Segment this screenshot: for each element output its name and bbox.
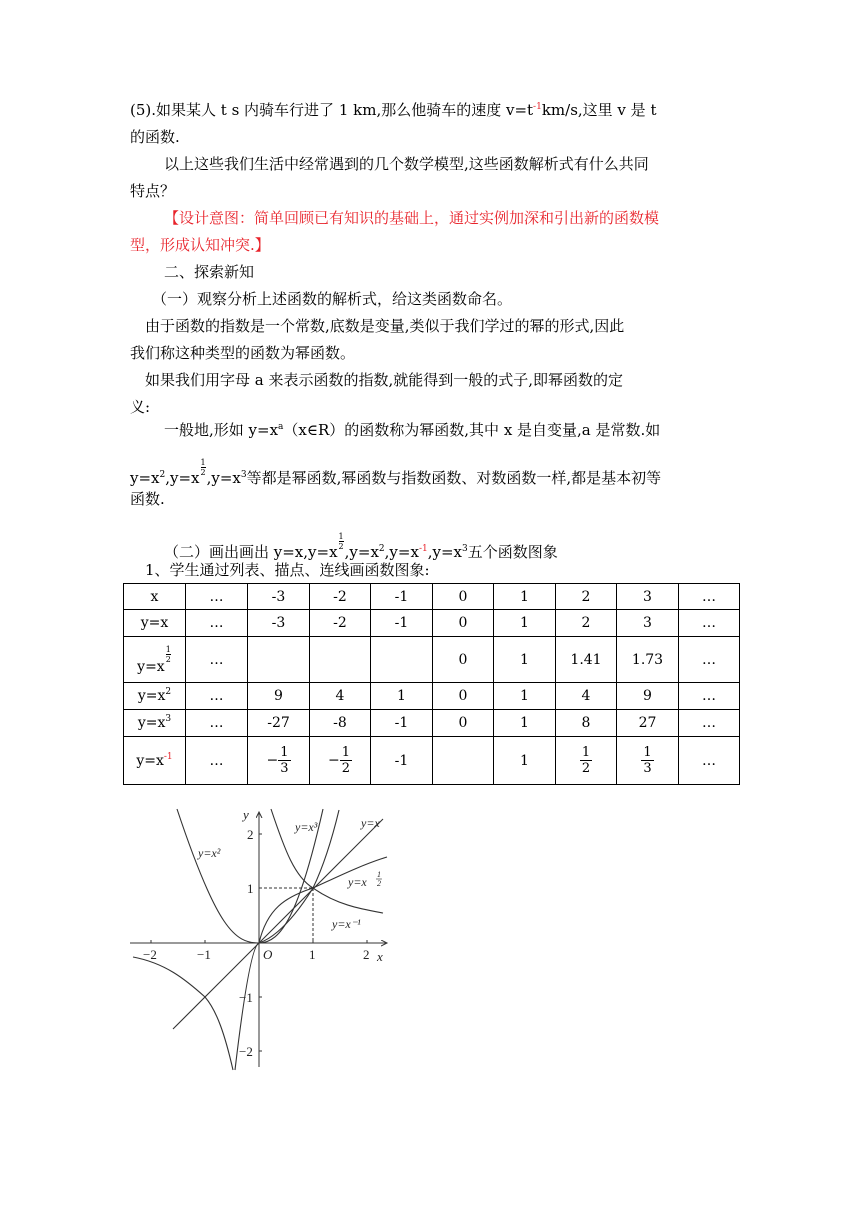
table-cell: … <box>186 584 248 610</box>
table-cell: 1 <box>494 584 556 610</box>
table-cell: 0 <box>433 710 494 737</box>
table-cell: -1 <box>371 584 433 610</box>
table-row-y-sqrt <box>124 637 740 683</box>
row-label: $y=x^2$ <box>124 683 186 710</box>
table-cell: … <box>186 637 248 683</box>
exponent-half: $\frac{1}{2}$ <box>200 458 206 477</box>
definition-text: 一般地,形如 $y=x^a(x\in R)$的函数称为幂函数,其中 x 是自变量,a 是常数.如 <box>164 421 661 439</box>
table-cell: x <box>124 584 186 610</box>
table-cell: 0 <box>433 637 494 683</box>
step-1: 1、学生通过列表、描点、连线画函数图象: <box>145 561 430 579</box>
table-cell: … <box>186 610 248 637</box>
table-cell: -27 <box>248 710 310 737</box>
table-cell: 1 <box>494 737 556 785</box>
tick-label: 1 <box>309 947 316 962</box>
table-cell: -8 <box>310 710 371 737</box>
origin-label: O <box>263 947 273 962</box>
table-cell: 8 <box>556 710 617 737</box>
question-paragraph-cont: 特点？ <box>130 182 176 200</box>
table-cell: -2 <box>310 584 371 610</box>
design-intent: 【设计意图：简单回顾已有知识的基础上，通过实例加深和引出新的函数模 <box>164 209 660 227</box>
design-intent-cont: 型，形成认知冲突.】 <box>130 236 270 254</box>
tick-label: −2 <box>239 1044 253 1059</box>
label-y-x-half: y=x <box>348 875 367 889</box>
table-cell: … <box>679 584 740 610</box>
tick-label: 2 <box>363 947 370 962</box>
cell-third: $\frac{1}{3}$ <box>617 737 679 785</box>
question-paragraph: 以上这些我们生活中经常遇到的几个数学模型,这些函数解析式有什么共同 <box>164 155 649 173</box>
y-axis-label: y <box>243 807 249 822</box>
paragraph-definition-intro-cont: 义: <box>130 398 151 416</box>
paragraph-definition-intro: 如果我们用字母 a 来表示函数的指数,就能得到一般的式子,即幂函数的定 <box>145 371 624 389</box>
table-cell: y=x <box>124 610 186 637</box>
table-cell: 0 <box>433 683 494 710</box>
table-row-x <box>124 584 740 610</box>
label-y-x-half-den: 2 <box>377 879 381 888</box>
table-cell: 1.41 <box>556 637 617 683</box>
table-cell: 9 <box>248 683 310 710</box>
exponent-half: $\frac{1}{2}$ <box>338 532 344 551</box>
curve-y-x3 <box>235 810 339 1070</box>
table-cell: 1 <box>494 637 556 683</box>
subsection-2: （二）画出画出 y=x,y=x $\frac{1}{2}$ $,y=x^2,y=x^{-1},y=x^3$五个函数图象 <box>164 532 558 561</box>
table-cell: … <box>679 683 740 710</box>
row-label: y=x $\frac{1}{2}$ <box>124 637 186 683</box>
table-cell: 2 <box>556 584 617 610</box>
table-row-y-x <box>124 610 740 637</box>
table-cell: 1 <box>494 683 556 710</box>
tick-label: −1 <box>197 947 211 962</box>
table-cell: -1 <box>371 737 433 785</box>
tick-label: 2 <box>247 827 254 842</box>
table-cell: … <box>679 710 740 737</box>
cell-neg-third: − $\frac{1}{3}$ <box>248 737 310 785</box>
table-cell: 1 <box>371 683 433 710</box>
section-heading: 二、探索新知 <box>164 263 255 281</box>
table-cell: -1 <box>371 710 433 737</box>
table-cell: … <box>679 610 740 637</box>
cell-neg-half: − $\frac{1}{2}$ <box>310 737 371 785</box>
table-row-y-inverse <box>124 737 740 785</box>
definition-examples: $y=x^2,y=x$ $\frac{1}{2}$ $,y=x^3$等都是幂函数,幂函数与指数函数、对数函数一样,都是基本初等 <box>130 458 662 487</box>
paragraph-5: (5).如果某人 t s 内骑车行进了 1 km,那么他骑车的速度 $v=t^{-1}km/s$,这里 v 是 t <box>130 101 657 119</box>
tick-label: −2 <box>143 947 157 962</box>
table-row-y-square <box>124 683 740 710</box>
table-cell: -2 <box>310 610 371 637</box>
power-function-graph <box>125 805 395 1075</box>
table-cell: … <box>186 683 248 710</box>
table-cell: … <box>186 710 248 737</box>
paragraph-naming: 由于函数的指数是一个常数,底数是变量,类似于我们学过的幂的形式,因此 <box>145 317 625 335</box>
table-cell: 2 <box>556 610 617 637</box>
table-cell: 9 <box>617 683 679 710</box>
row-label: $y=x^3$ <box>124 710 186 737</box>
table-cell: 4 <box>556 683 617 710</box>
table-cell <box>371 637 433 683</box>
tick-label: 1 <box>247 881 254 896</box>
label-y-x3: y=x³ <box>295 820 318 834</box>
definition-examples-cont: 函数. <box>130 490 165 508</box>
x-axis-label: x <box>377 949 383 964</box>
label-y-x-inverse: y=x⁻¹ <box>332 917 361 931</box>
table-cell <box>310 637 371 683</box>
table-cell: 4 <box>310 683 371 710</box>
table-cell: -1 <box>371 610 433 637</box>
table-cell <box>248 637 310 683</box>
table-cell: -3 <box>248 584 310 610</box>
table-cell: -3 <box>248 610 310 637</box>
table-cell: 0 <box>433 584 494 610</box>
curve-y-x-half <box>259 857 387 943</box>
table-cell: 0 <box>433 610 494 637</box>
row-label: $y=x^{-1}$ <box>124 737 186 785</box>
label-y-x: y=x <box>361 816 380 830</box>
tick-label: −1 <box>239 990 253 1005</box>
paragraph-naming-cont: 我们称这种类型的函数为幂函数。 <box>130 344 356 362</box>
cell-half: $\frac{1}{2}$ <box>556 737 617 785</box>
table-cell: 1 <box>494 710 556 737</box>
table-cell: … <box>679 737 740 785</box>
table-cell: … <box>679 637 740 683</box>
table-cell: … <box>186 737 248 785</box>
table-cell: 1.73 <box>617 637 679 683</box>
table-cell: 27 <box>617 710 679 737</box>
table-cell <box>433 737 494 785</box>
subsection-1: （一）观察分析上述函数的解析式，给这类函数命名。 <box>152 290 513 308</box>
table-cell: 1 <box>494 610 556 637</box>
table-row-y-cube <box>124 710 740 737</box>
table-cell: 3 <box>617 610 679 637</box>
paragraph-5-cont: 的函数. <box>130 128 180 146</box>
label-y-x-half-num: 1 <box>377 870 381 879</box>
values-table <box>123 583 740 785</box>
curve-y-x-inverse-neg <box>133 957 233 1070</box>
label-y-x2: y=x² <box>198 846 221 860</box>
table-cell: 3 <box>617 584 679 610</box>
